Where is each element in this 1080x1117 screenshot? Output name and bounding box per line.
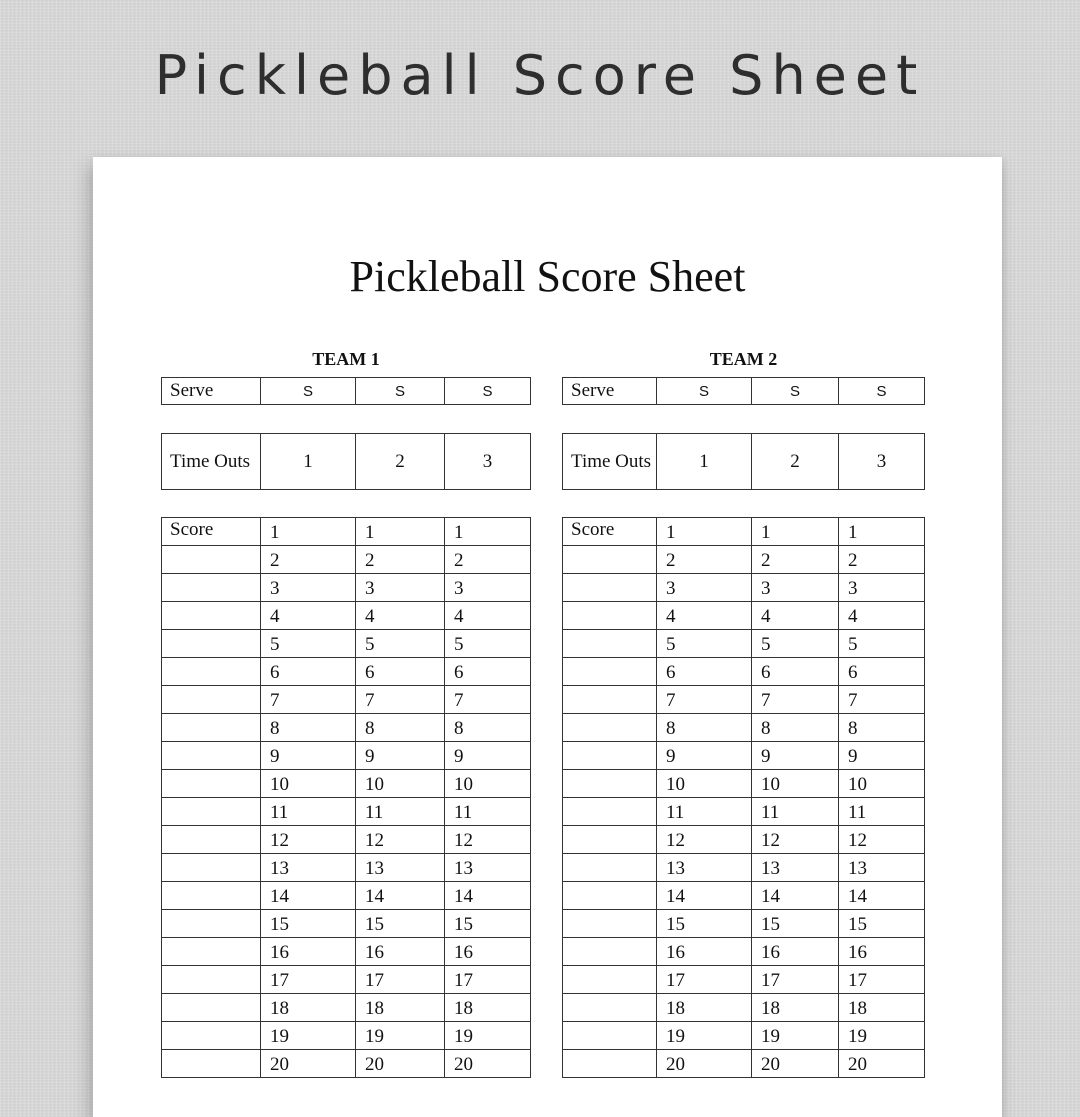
score-label-blank — [563, 574, 657, 602]
score-label-blank — [563, 742, 657, 770]
score-box[interactable]: 2 — [356, 546, 445, 574]
score-label-blank — [162, 658, 261, 686]
score-box[interactable]: 4 — [657, 602, 752, 630]
score-row — [162, 714, 531, 742]
score-box[interactable]: 19 — [657, 1022, 752, 1050]
score-label-blank — [162, 574, 261, 602]
score-label-blank — [162, 714, 261, 742]
score-box[interactable]: 7 — [839, 686, 925, 714]
timeout-box-3[interactable]: 3 — [445, 434, 531, 490]
score-row — [162, 854, 531, 882]
timeouts-table — [562, 433, 925, 490]
score-box[interactable]: 13 — [445, 854, 531, 882]
score-box[interactable]: 6 — [752, 658, 839, 686]
score-row — [162, 938, 531, 966]
score-label-blank — [162, 910, 261, 938]
score-box[interactable]: 5 — [445, 630, 531, 658]
score-box[interactable]: 18 — [839, 994, 925, 1022]
score-row — [162, 602, 531, 630]
score-row — [563, 854, 925, 882]
score-box[interactable]: 1 — [752, 518, 839, 546]
score-box[interactable]: 10 — [356, 770, 445, 798]
team-name: TEAM 2 — [709, 349, 778, 369]
score-box[interactable]: 3 — [752, 574, 839, 602]
score-label-blank — [563, 938, 657, 966]
score-box[interactable]: 1 — [657, 518, 752, 546]
score-box[interactable]: 5 — [356, 630, 445, 658]
score-row — [162, 910, 531, 938]
serve-row — [162, 378, 531, 405]
score-row — [563, 602, 925, 630]
timeouts-row — [162, 434, 531, 490]
score-label-blank — [162, 1050, 261, 1078]
score-box[interactable]: 18 — [657, 994, 752, 1022]
score-label-blank — [162, 602, 261, 630]
score-box[interactable]: 16 — [657, 938, 752, 966]
score-row — [162, 658, 531, 686]
score-box[interactable]: 16 — [839, 938, 925, 966]
score-label-blank — [162, 630, 261, 658]
score-box[interactable]: 9 — [445, 742, 531, 770]
score-box[interactable]: 3 — [261, 574, 356, 602]
score-row — [563, 630, 925, 658]
score-row — [162, 826, 531, 854]
score-label-blank — [563, 714, 657, 742]
score-box[interactable]: 3 — [839, 574, 925, 602]
score-label-blank — [563, 546, 657, 574]
score-row — [563, 1050, 925, 1078]
score-box[interactable]: 19 — [261, 1022, 356, 1050]
score-row — [563, 574, 925, 602]
score-box[interactable]: 6 — [445, 658, 531, 686]
score-box[interactable]: 9 — [356, 742, 445, 770]
score-row — [563, 966, 925, 994]
score-box[interactable]: 3 — [356, 574, 445, 602]
score-box[interactable]: 11 — [752, 798, 839, 826]
score-box[interactable]: 12 — [839, 826, 925, 854]
score-label-blank — [563, 994, 657, 1022]
score-box[interactable]: 19 — [752, 1022, 839, 1050]
score-label: Score — [162, 518, 261, 546]
score-box[interactable]: 17 — [356, 966, 445, 994]
score-label-blank — [563, 854, 657, 882]
serve-table — [562, 377, 925, 405]
score-row — [563, 686, 925, 714]
score-label: Score — [563, 518, 657, 546]
serve-box-2[interactable]: S — [752, 378, 839, 405]
score-table — [161, 517, 531, 1078]
score-box[interactable]: 20 — [445, 1050, 531, 1078]
score-row — [563, 910, 925, 938]
serve-label: Serve — [162, 378, 261, 405]
score-box[interactable]: 2 — [839, 546, 925, 574]
score-box[interactable]: 5 — [839, 630, 925, 658]
score-box[interactable]: 8 — [839, 714, 925, 742]
score-row — [563, 994, 925, 1022]
score-label-blank — [162, 938, 261, 966]
score-label-blank — [563, 798, 657, 826]
score-box[interactable]: 2 — [752, 546, 839, 574]
score-box[interactable]: 14 — [839, 882, 925, 910]
score-box[interactable]: 10 — [657, 770, 752, 798]
timeout-box-2[interactable]: 2 — [356, 434, 445, 490]
score-row — [162, 798, 531, 826]
score-row — [563, 798, 925, 826]
score-box[interactable]: 8 — [752, 714, 839, 742]
score-row — [162, 518, 531, 546]
score-row — [563, 770, 925, 798]
timeouts-row — [563, 434, 925, 490]
score-box[interactable]: 20 — [261, 1050, 356, 1078]
score-row — [162, 742, 531, 770]
score-box[interactable]: 16 — [752, 938, 839, 966]
score-label-blank — [563, 770, 657, 798]
score-box[interactable]: 4 — [445, 602, 531, 630]
score-label-blank — [162, 994, 261, 1022]
score-label-blank — [162, 770, 261, 798]
score-box[interactable]: 3 — [445, 574, 531, 602]
score-box[interactable]: 4 — [261, 602, 356, 630]
score-box[interactable]: 4 — [356, 602, 445, 630]
timeout-box-2[interactable]: 2 — [752, 434, 839, 490]
score-box[interactable]: 17 — [752, 966, 839, 994]
score-box[interactable]: 20 — [839, 1050, 925, 1078]
score-box[interactable]: 7 — [445, 686, 531, 714]
score-row — [563, 658, 925, 686]
score-box[interactable]: 13 — [752, 854, 839, 882]
score-row — [162, 966, 531, 994]
score-box[interactable]: 6 — [356, 658, 445, 686]
score-box[interactable]: 8 — [356, 714, 445, 742]
score-box[interactable]: 10 — [752, 770, 839, 798]
score-label-blank — [563, 658, 657, 686]
score-box[interactable]: 5 — [657, 630, 752, 658]
score-label-blank — [563, 910, 657, 938]
score-box[interactable]: 6 — [839, 658, 925, 686]
score-box[interactable]: 15 — [752, 910, 839, 938]
score-box[interactable]: 7 — [356, 686, 445, 714]
score-row — [162, 1022, 531, 1050]
score-box[interactable]: 19 — [445, 1022, 531, 1050]
serve-box-1[interactable]: S — [261, 378, 356, 405]
score-box[interactable]: 7 — [657, 686, 752, 714]
score-rows — [563, 518, 925, 1078]
serve-label: Serve — [563, 378, 657, 405]
serve-table — [161, 377, 531, 405]
score-row — [162, 1050, 531, 1078]
score-label-blank — [162, 686, 261, 714]
score-box[interactable]: 18 — [752, 994, 839, 1022]
serve-box-1[interactable]: S — [657, 378, 752, 405]
serve-row — [563, 378, 925, 405]
score-box[interactable]: 4 — [752, 602, 839, 630]
score-box[interactable]: 14 — [657, 882, 752, 910]
score-label-blank — [563, 826, 657, 854]
score-rows — [162, 518, 531, 1078]
score-box[interactable]: 9 — [261, 742, 356, 770]
score-row — [563, 882, 925, 910]
score-box[interactable]: 14 — [445, 882, 531, 910]
score-box[interactable]: 7 — [752, 686, 839, 714]
score-box[interactable]: 17 — [657, 966, 752, 994]
score-row — [563, 518, 925, 546]
score-label-blank — [563, 1050, 657, 1078]
team-name: TEAM 1 — [312, 349, 380, 369]
score-box[interactable]: 20 — [657, 1050, 752, 1078]
score-box[interactable]: 14 — [261, 882, 356, 910]
score-label-blank — [162, 966, 261, 994]
timeout-box-1[interactable]: 1 — [261, 434, 356, 490]
score-box[interactable]: 15 — [657, 910, 752, 938]
timeout-box-1[interactable]: 1 — [657, 434, 752, 490]
score-box[interactable]: 7 — [261, 686, 356, 714]
score-box[interactable]: 13 — [657, 854, 752, 882]
score-box[interactable]: 12 — [261, 826, 356, 854]
score-box[interactable]: 13 — [261, 854, 356, 882]
score-sheet-paper — [93, 157, 1002, 1117]
score-box[interactable]: 15 — [261, 910, 356, 938]
score-box[interactable]: 14 — [752, 882, 839, 910]
score-box[interactable]: 11 — [261, 798, 356, 826]
score-label-blank — [162, 882, 261, 910]
score-box[interactable]: 15 — [356, 910, 445, 938]
score-box[interactable]: 20 — [356, 1050, 445, 1078]
score-row — [162, 770, 531, 798]
score-label-blank — [162, 1022, 261, 1050]
score-box[interactable]: 6 — [261, 658, 356, 686]
score-box[interactable]: 1 — [445, 518, 531, 546]
score-box[interactable]: 16 — [356, 938, 445, 966]
score-box[interactable]: 12 — [657, 826, 752, 854]
score-box[interactable]: 8 — [261, 714, 356, 742]
score-row — [563, 1022, 925, 1050]
sheet-title: Pickleball Score Sheet — [349, 252, 746, 301]
score-label-blank — [162, 798, 261, 826]
score-row — [162, 546, 531, 574]
banner-title: Pickleball Score Sheet — [154, 44, 926, 107]
score-box[interactable]: 2 — [261, 546, 356, 574]
score-row — [563, 742, 925, 770]
score-box[interactable]: 8 — [445, 714, 531, 742]
score-row — [563, 546, 925, 574]
score-label-blank — [162, 826, 261, 854]
score-box[interactable]: 11 — [657, 798, 752, 826]
score-box[interactable]: 10 — [445, 770, 531, 798]
score-box[interactable]: 11 — [839, 798, 925, 826]
score-box[interactable]: 18 — [261, 994, 356, 1022]
score-box[interactable]: 9 — [752, 742, 839, 770]
score-table — [562, 517, 925, 1078]
score-box[interactable]: 12 — [752, 826, 839, 854]
score-row — [563, 714, 925, 742]
timeouts-label: Time Outs — [162, 434, 261, 490]
score-box[interactable]: 12 — [445, 826, 531, 854]
score-box[interactable]: 17 — [261, 966, 356, 994]
score-label-blank — [162, 854, 261, 882]
score-row — [162, 574, 531, 602]
score-box[interactable]: 17 — [445, 966, 531, 994]
score-label-blank — [563, 1022, 657, 1050]
score-box[interactable]: 8 — [657, 714, 752, 742]
score-box[interactable]: 11 — [445, 798, 531, 826]
score-box[interactable]: 4 — [839, 602, 925, 630]
serve-box-3[interactable]: S — [445, 378, 531, 405]
score-box[interactable]: 16 — [261, 938, 356, 966]
score-row — [563, 938, 925, 966]
score-box[interactable]: 14 — [356, 882, 445, 910]
score-row — [162, 882, 531, 910]
score-row — [563, 826, 925, 854]
score-box[interactable]: 9 — [839, 742, 925, 770]
score-label-blank — [563, 966, 657, 994]
score-box[interactable]: 19 — [839, 1022, 925, 1050]
score-row — [162, 994, 531, 1022]
serve-box-2[interactable]: S — [356, 378, 445, 405]
score-box[interactable]: 11 — [356, 798, 445, 826]
score-box[interactable]: 1 — [356, 518, 445, 546]
score-box[interactable]: 16 — [445, 938, 531, 966]
score-box[interactable]: 20 — [752, 1050, 839, 1078]
score-box[interactable]: 1 — [261, 518, 356, 546]
score-box[interactable]: 6 — [657, 658, 752, 686]
score-label-blank — [563, 686, 657, 714]
score-row — [162, 686, 531, 714]
score-row — [162, 630, 531, 658]
score-box[interactable]: 10 — [839, 770, 925, 798]
score-label-blank — [162, 742, 261, 770]
score-box[interactable]: 15 — [839, 910, 925, 938]
score-box[interactable]: 5 — [261, 630, 356, 658]
score-box[interactable]: 2 — [657, 546, 752, 574]
score-box[interactable]: 15 — [445, 910, 531, 938]
score-box[interactable]: 12 — [356, 826, 445, 854]
score-box[interactable]: 3 — [657, 574, 752, 602]
score-label-blank — [162, 546, 261, 574]
score-box[interactable]: 1 — [839, 518, 925, 546]
score-box[interactable]: 2 — [445, 546, 531, 574]
score-label-blank — [563, 882, 657, 910]
score-box[interactable]: 10 — [261, 770, 356, 798]
score-box[interactable]: 18 — [445, 994, 531, 1022]
timeouts-table — [161, 433, 531, 490]
score-label-blank — [563, 602, 657, 630]
score-box[interactable]: 19 — [356, 1022, 445, 1050]
score-box[interactable]: 13 — [356, 854, 445, 882]
score-box[interactable]: 5 — [752, 630, 839, 658]
score-box[interactable]: 18 — [356, 994, 445, 1022]
timeout-box-3[interactable]: 3 — [839, 434, 925, 490]
timeouts-label: Time Outs — [563, 434, 657, 490]
score-box[interactable]: 13 — [839, 854, 925, 882]
score-label-blank — [563, 630, 657, 658]
serve-box-3[interactable]: S — [839, 378, 925, 405]
score-box[interactable]: 17 — [839, 966, 925, 994]
score-box[interactable]: 9 — [657, 742, 752, 770]
